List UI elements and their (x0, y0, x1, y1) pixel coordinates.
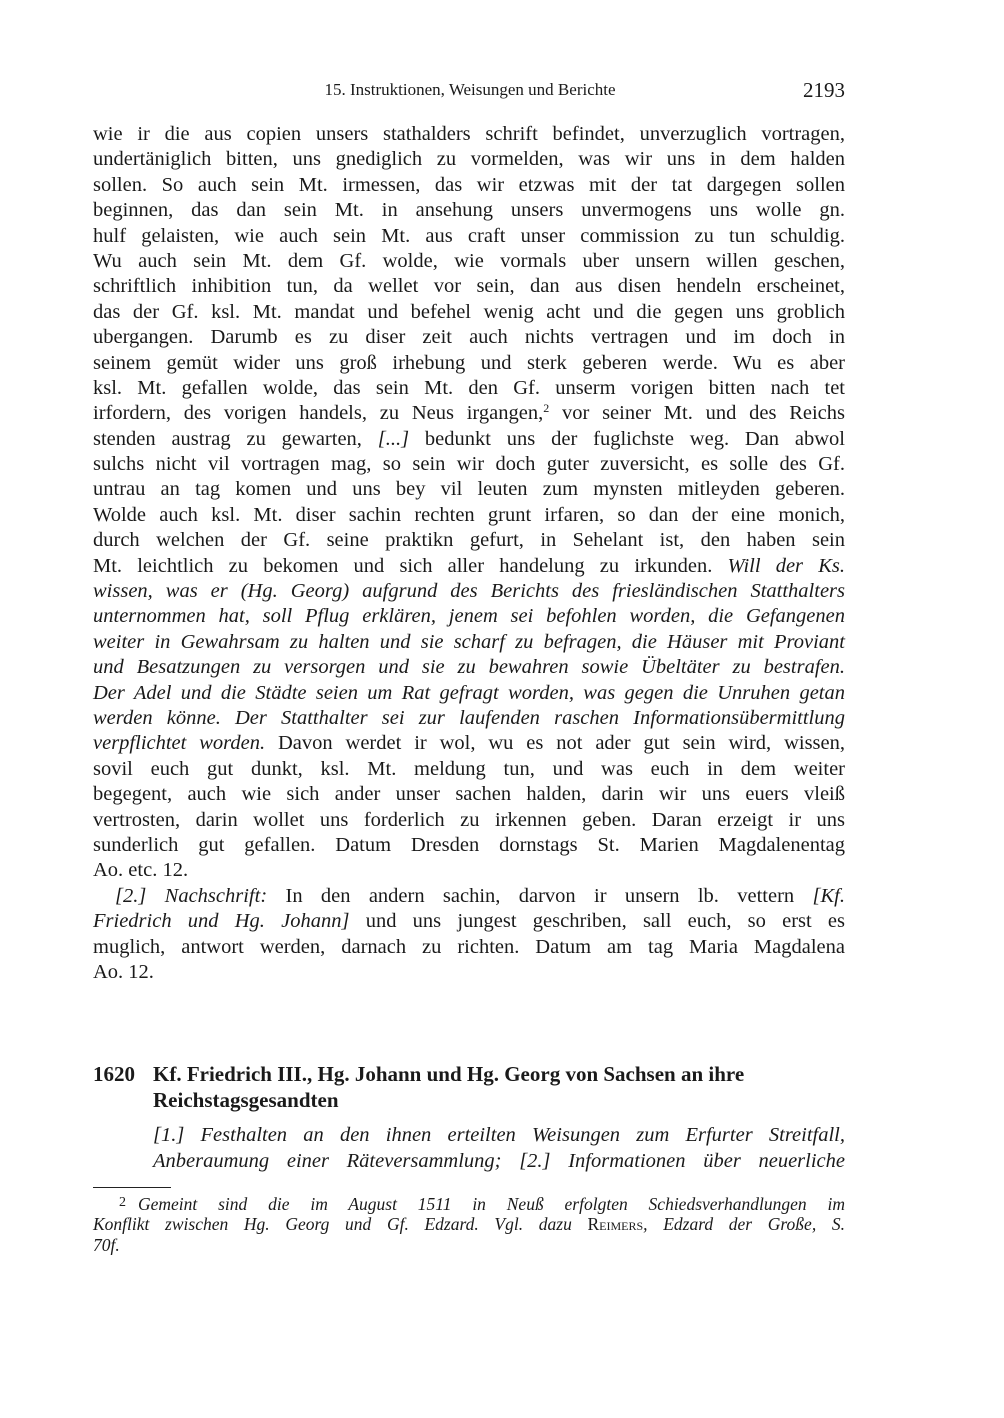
text-line (93, 731, 845, 756)
text-line (93, 351, 845, 376)
text-segment: schriftlich inhibition tun, da wellet vor sein, dan aus disen hendeln erscheinet, (93, 275, 845, 298)
entry-title-cont: Reichstagsgesandten (153, 1088, 339, 1112)
text-segment: begegent, auch wie sich ander unser sachen halden, darin wir uns euers vleiß (93, 783, 845, 806)
italic-text: Der Adel und die Städte seien um Rat gefragt worden, was gegen die Unruhen getan (93, 681, 845, 704)
text-segment: das der Gf. ksl. Mt. mandat und befehel wenig acht und die gegen uns groblich (93, 300, 845, 323)
footnote-divider (93, 1187, 171, 1188)
footnote-ref[interactable]: 2 (543, 401, 550, 416)
text-segment: sovil euch gut dunkt, ksl. Mt. meldung tun, und was euch in dem weiter (93, 757, 845, 780)
italic-text: [2.] Nachschrift: (115, 884, 268, 907)
footnote-text: Konflikt zwischen Hg. Georg und Gf. Edzard. Vgl. dazu (93, 1213, 588, 1234)
text-line (93, 325, 845, 350)
text-line (93, 427, 845, 452)
text-line (93, 554, 845, 579)
text-segment: beginnen, das dan sein Mt. in ansehung unsers unvermogens uns wolle gn. (93, 199, 845, 222)
text-segment: Mt. leichtlich zu bekomen und sich aller handelung zu irkunden. (93, 554, 728, 577)
text-line (93, 858, 845, 883)
text-line (93, 300, 845, 325)
text-segment: undertäniglich bitten, uns gnediglich zu vormelden, was wir uns in dem halden (93, 148, 845, 171)
italic-text: unternommen hat, soll Pflug erklären, jenem sei befohlen worden, die Gefangenen (93, 605, 845, 628)
italic-text: und Besatzungen zu versorgen und sie zu bewahren sowie Übeltäter zu bestrafen. (93, 656, 845, 679)
text-segment: Wu auch sein Mt. dem Gf. wolde, wie vormals uber unsern willen geschen, (93, 249, 845, 272)
text-segment: bedunkt uns der fuglichste weg. Dan abwol (409, 427, 845, 450)
document-entry (93, 1061, 845, 1174)
text-line (93, 935, 845, 960)
text-line (93, 604, 845, 629)
text-line (93, 579, 845, 604)
text-line (93, 452, 845, 477)
text-segment: stenden austrag zu gewarten, (93, 427, 378, 450)
text-line (93, 655, 845, 680)
italic-text: [...] (377, 427, 410, 450)
text-segment: seinem gemüt wider uns groß irhebung und sterk geberen werde. Wu es aber (93, 351, 845, 374)
text-segment: Ao. 12. (93, 960, 154, 983)
text-line (93, 782, 845, 807)
footnote-text: 70f. (93, 1235, 120, 1255)
text-line (93, 376, 845, 401)
text-segment: durch welchen der Gf. seine praktikn gefurt, in Sehelant ist, den haben sein (93, 529, 845, 552)
text-line (93, 477, 845, 502)
italic-text: wissen, was er (Hg. Georg) aufgrund des Berichts des friesländischen Statthalters (93, 580, 845, 603)
italic-text: verpflichtet worden. (93, 732, 266, 755)
text-line (93, 884, 845, 909)
page-number: 2193 (803, 78, 845, 102)
text-segment: hulf gelaisten, wie auch sein Mt. aus craft unser commission zu tun schuldig. (93, 224, 845, 247)
entry-heading (93, 1061, 845, 1087)
text-line (93, 122, 845, 147)
text-line (93, 147, 845, 172)
text-line (93, 528, 845, 553)
footnote-number: 2 (119, 1195, 126, 1210)
italic-text: weiter in Gewahrsam zu halten und sie scharf zu befragen, die Häuser mit Proviant (93, 630, 845, 653)
text-line (93, 401, 845, 426)
footnote (93, 1192, 845, 1257)
entry-title: Kf. Friedrich III., Hg. Johann und Hg. Georg von Sachsen an ihre (153, 1062, 745, 1086)
running-title: 15. Instruktionen, Weisungen und Berichte (324, 80, 616, 99)
text-segment: ubergangen. Darumb es zu diser zeit auch nichts vertragen und im doch in (93, 326, 845, 349)
italic-text: [Kf. (812, 884, 845, 907)
footnote-text: , Edzard der Große, S. (643, 1213, 845, 1234)
text-segment: muglich, antwort werden, darnach zu richten. Datum am tag Maria Magdalena (93, 935, 845, 958)
text-segment: Ao. etc. 12. (93, 859, 189, 882)
text-segment: Davon werdet ir wol, wu es not ader gut sein wird, wissen, (265, 732, 845, 755)
text-segment: wie ir die aus copien unsers stathalders schrift befindet, unverzuglich vortragen, (93, 123, 845, 145)
text-line (93, 808, 845, 833)
text-line (93, 249, 845, 274)
text-line (93, 198, 845, 223)
italic-text: Friedrich und Hg. Johann] (93, 910, 350, 933)
text-segment: ksl. Mt. gefallen wolde, das sein Mt. den Gf. unserm vorigen bitten nach tet (93, 376, 845, 399)
italic-text: werden könne. Der Statthalter sei zur laufenden raschen Informationsübermittlung (93, 706, 845, 729)
footnote-author: Reimers (587, 1213, 644, 1234)
text-segment: und uns jungest geschriben, sall euch, so erst es (349, 910, 846, 933)
text-line (93, 503, 845, 528)
text-line (93, 224, 845, 249)
text-line (93, 274, 845, 299)
text-segment: irfordern, des vorigen handels, zu Neus irgangen, (93, 402, 544, 425)
text-line (93, 833, 845, 858)
text-segment: vor seiner Mt. und des Reichs (549, 402, 845, 425)
document-body (93, 122, 845, 985)
italic-text: Will der Ks. (727, 554, 845, 577)
text-segment: untrau an tag komen und uns bey vil leuten zum mynsten mitleyden geberen. (93, 478, 845, 501)
text-line (93, 706, 845, 731)
text-line (93, 630, 845, 655)
text-segment: sulchs nicht vil vortragen mag, so sein wir doch guter zuversicht, es solle des Gf. (93, 453, 845, 476)
footnote-text: Gemeint sind die im August 1511 in Neuß erfolgten Schiedsverhandlungen im (138, 1194, 845, 1214)
text-line (93, 960, 845, 985)
text-line (93, 173, 845, 198)
entry-number: 1620 (93, 1062, 135, 1086)
text-segment: Wolde auch ksl. Mt. diser sachin rechten grunt irfaren, so dan der eine monich, (93, 503, 845, 526)
text-segment: vertrosten, darin wollet uns forderlich zu irkennen geben. Daran erzeigt ir uns (93, 808, 845, 831)
text-segment: sunderlich gut gefallen. Datum Dresden dornstags St. Marien Magdalenentag (93, 833, 845, 856)
text-line (93, 909, 845, 934)
text-line (93, 757, 845, 782)
text-segment: sollen. So auch sein Mt. irmessen, das wir etzwas mit der tat dargegen sollen (93, 173, 845, 196)
entry-summary-cont: Anberaumung einer Räteversammlung; [2.] Informationen über neuerliche (153, 1150, 845, 1172)
text-segment: In den andern sachin, darvon ir unsern lb. vettern (267, 884, 813, 907)
entry-summary: [1.] Festhalten an den ihnen erteilten Weisungen zum Erfurter Streitfall, (153, 1124, 845, 1146)
text-line (93, 681, 845, 706)
